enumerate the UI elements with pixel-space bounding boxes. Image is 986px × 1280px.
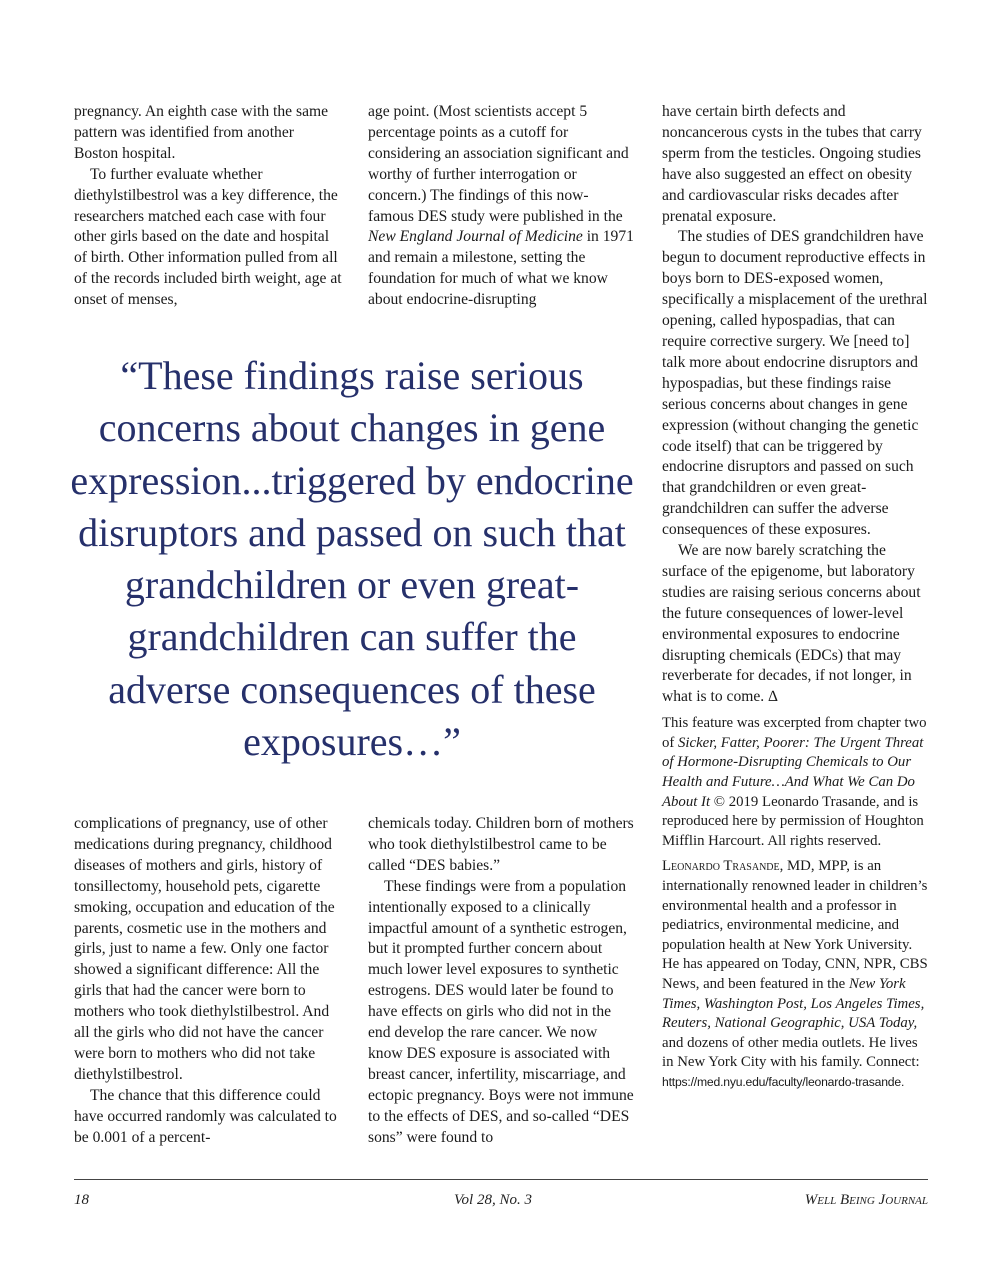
publication-name: Well Being Journal	[804, 1192, 928, 1208]
page-number: 18	[74, 1192, 89, 1208]
paragraph: To further evaluate whether diethylstilbestrol was a key difference, the researchers matched each case with four other girls based on the date and hospital of birth. Other information pulled from all of the records included birth weight, age at onset of menses,	[74, 165, 342, 309]
text-run: © 2019 Leonardo Trasande, and is reproduced here by permission of Houghton Mifflin Harcourt. All rights reserved.	[662, 793, 924, 849]
column-3	[662, 102, 932, 1093]
paragraph	[368, 102, 634, 311]
paragraph: The studies of DES grandchildren have begun to document reproductive effects in boys born to DES-exposed women, specifically a misplacement of the urethral opening, called hypospadias, that can require corrective surgery. We [need to] talk more about endocrine disruptors and hypospadias, but these findings raise serious concerns about changes in gene expression (without changing the genetic code itself) that can be triggered by endocrine disruptors and passed on such that grandchildren or even great-grandchildren can suffer the adverse consequences of these exposures.	[662, 228, 928, 539]
author-url-link[interactable]: https://med.nyu.edu/faculty/leonardo-trasande.	[662, 1074, 905, 1089]
paragraph: have certain birth defects and noncancerous cysts in the tubes that carry sperm from the testicles. Ongoing studies have also suggested an effect on obesity and cardiovascular risks decades after prenatal exposure.	[662, 103, 922, 225]
column-1-top	[74, 102, 342, 311]
book-title: Sicker, Fatter, Poorer: The Urgent Threat of Hormone-Disrupting Chemicals to Our Health and Future…And What We Can Do About It	[662, 734, 924, 810]
paragraph: These findings were from a population intentionally exposed to a clinically impactful amount of a synthetic estrogen, but it prompted further concern about much lower level exposures to synthetic estrogens. DES would later be found to have effects on girls who did not in the end develop the rare cancer. We now know DES exposure is associated with breast cancer, infertility, miscarriage, and ectopic pregnancy. Boys were not immune to the effects of DES, and so-called “DES sons” were found to	[368, 877, 634, 1146]
author-bio	[662, 857, 932, 1092]
paragraph: pregnancy. An eighth case with the same pattern was identified from another Boston hospital.	[74, 103, 329, 162]
pull-quote: “These findings raise serious concerns about changes in gene expression...triggered by endocrine disruptors and passed on such that grandchildren or even great-grandchildren can suffer the adverse consequences of these exposures…”	[70, 353, 634, 765]
paragraph: The chance that this difference could have occurred randomly was calculated to be 0.001 of a percent-	[74, 1086, 337, 1146]
text-run: This feature was excerpted from chapter two of	[662, 715, 927, 751]
text-run: , MD, MPP, is an internationally renowned leader in children’s environmental health and a professor in pediatrics, environmental medicine, and population health at New York University. He has appeared on Today, CNN, NPR, CBS News, and been featured in the	[662, 858, 928, 992]
issue-label: Vol 28, No. 3	[454, 1192, 532, 1208]
text-run: age point. (Most scientists accept 5 percentage points as a cutoff for considering an association significant and worthy of further interrogation or concern.) The findings of this now-famous DES study were published in the	[368, 103, 629, 225]
media-outlets: New York Times, Washington Post, Los Angeles Times, Reuters, National Geographic, USA Today,	[662, 976, 925, 1032]
column-2-bottom	[368, 814, 634, 1149]
excerpt-note	[662, 714, 932, 851]
footer-rule	[74, 1179, 928, 1180]
text-run: in 1971 and remain a milestone, setting the foundation for much of what we know about endocrine-disrupting	[368, 228, 634, 309]
paragraph: complications of pregnancy, use of other medications during pregnancy, childhood diseases of mothers and girls, history of tonsillectomy, household pets, cigarette smoking, occupation and education of the parents, cosmetic use in the mothers and girls, just to name a few. Only one factor showed a significant difference: All the girls that had the cancer were born to mothers who took diethylstilbestrol. And all the girls who did not have the cancer were born to mothers who did not take diethylstilbestrol.	[74, 815, 335, 1083]
text-run: and dozens of other media outlets. He lives in New York City with his family. Connect:	[662, 1034, 920, 1071]
paragraph: We are now barely scratching the surface of the epigenome, but laboratory studies are raising serious concerns about the future consequences of lower-level environmental exposures to endocrine disrupting chemicals (EDCs) that may reverberate for decades, if not longer, in what is to come. ∆	[662, 542, 921, 706]
author-name: Leonardo Trasande	[662, 858, 780, 875]
journal-title: New England Journal of Medicine	[368, 228, 583, 246]
column-2-top	[368, 102, 634, 311]
column-1-bottom	[74, 814, 342, 1149]
paragraph: chemicals today. Children born of mothers who took diethylstilbestrol came to be called “DES babies.”	[368, 815, 634, 874]
